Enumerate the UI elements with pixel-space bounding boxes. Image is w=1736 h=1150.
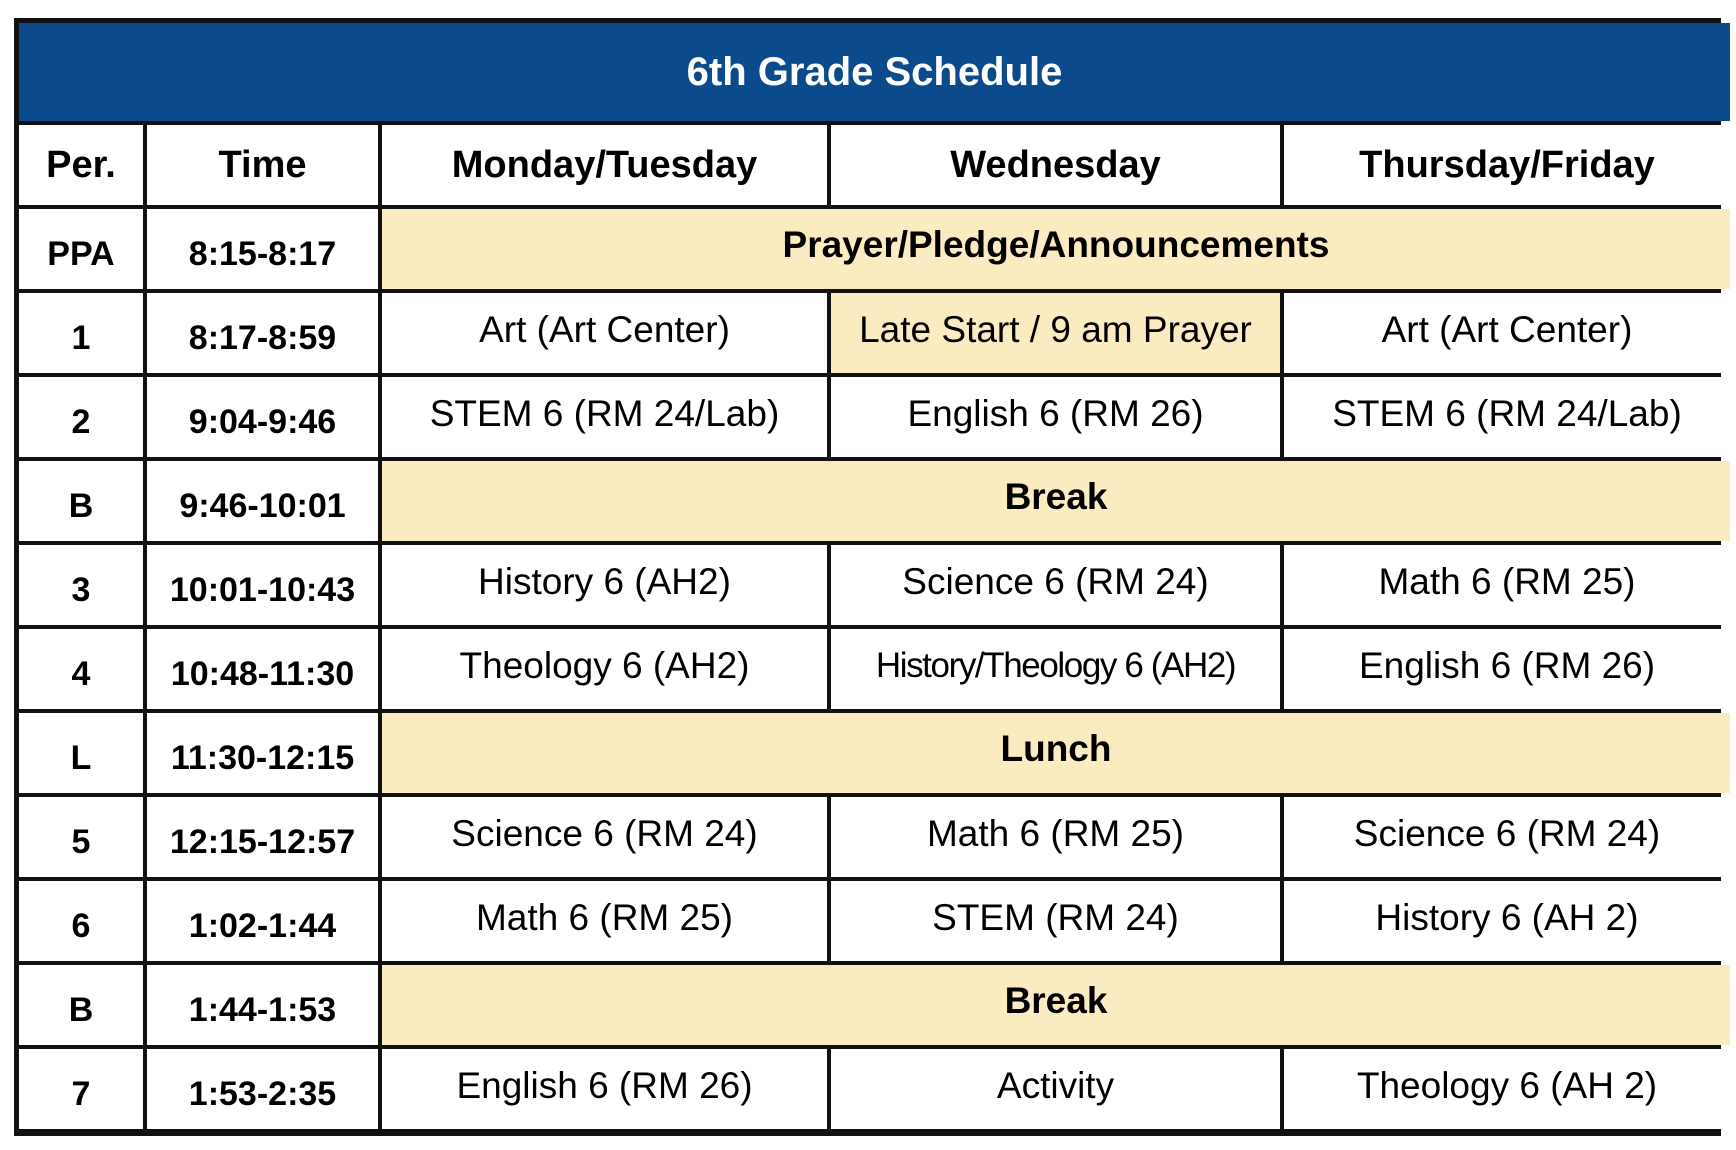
header-thursday-friday: Thursday/Friday bbox=[1284, 125, 1730, 205]
period-cell: 5 bbox=[19, 797, 143, 877]
time-cell: 10:01-10:43 bbox=[147, 545, 378, 625]
class-cell-wed: Activity bbox=[831, 1049, 1280, 1129]
class-cell-mon-tue: Science 6 (RM 24) bbox=[382, 797, 827, 877]
period-cell: PPA bbox=[19, 209, 143, 289]
period-cell: 4 bbox=[19, 629, 143, 709]
class-cell-mon-tue: STEM 6 (RM 24/Lab) bbox=[382, 377, 827, 457]
period-cell: 3 bbox=[19, 545, 143, 625]
period-cell: B bbox=[19, 461, 143, 541]
time-cell: 8:17-8:59 bbox=[147, 293, 378, 373]
period-cell: 2 bbox=[19, 377, 143, 457]
class-cell-thu-fri: Theology 6 (AH 2) bbox=[1284, 1049, 1730, 1129]
class-cell-mon-tue: Theology 6 (AH2) bbox=[382, 629, 827, 709]
time-cell: 9:04-9:46 bbox=[147, 377, 378, 457]
class-cell-wed: Late Start / 9 am Prayer bbox=[831, 293, 1280, 373]
time-cell: 10:48-11:30 bbox=[147, 629, 378, 709]
class-cell-wed: STEM (RM 24) bbox=[831, 881, 1280, 961]
all-days-cell: Lunch bbox=[382, 713, 1730, 793]
all-days-cell: Break bbox=[382, 461, 1730, 541]
class-cell-thu-fri: English 6 (RM 26) bbox=[1284, 629, 1730, 709]
class-cell-thu-fri: History 6 (AH 2) bbox=[1284, 881, 1730, 961]
class-cell-mon-tue: History 6 (AH2) bbox=[382, 545, 827, 625]
class-cell-wed: Science 6 (RM 24) bbox=[831, 545, 1280, 625]
class-cell-thu-fri: Math 6 (RM 25) bbox=[1284, 545, 1730, 625]
time-cell: 1:02-1:44 bbox=[147, 881, 378, 961]
time-cell: 1:53-2:35 bbox=[147, 1049, 378, 1129]
class-cell-thu-fri: Science 6 (RM 24) bbox=[1284, 797, 1730, 877]
class-cell-mon-tue: Art (Art Center) bbox=[382, 293, 827, 373]
period-cell: 1 bbox=[19, 293, 143, 373]
class-cell-wed: English 6 (RM 26) bbox=[831, 377, 1280, 457]
class-cell-wed: History/Theology 6 (AH2) bbox=[831, 629, 1280, 709]
time-cell: 11:30-12:15 bbox=[147, 713, 378, 793]
period-cell: L bbox=[19, 713, 143, 793]
header-time: Time bbox=[147, 125, 378, 205]
header-monday-tuesday: Monday/Tuesday bbox=[382, 125, 827, 205]
all-days-cell: Prayer/Pledge/Announcements bbox=[382, 209, 1730, 289]
header-period: Per. bbox=[19, 125, 143, 205]
class-cell-thu-fri: STEM 6 (RM 24/Lab) bbox=[1284, 377, 1730, 457]
header-wednesday: Wednesday bbox=[831, 125, 1280, 205]
class-cell-mon-tue: English 6 (RM 26) bbox=[382, 1049, 827, 1129]
time-cell: 1:44-1:53 bbox=[147, 965, 378, 1045]
period-cell: 6 bbox=[19, 881, 143, 961]
schedule-table bbox=[14, 18, 1721, 1136]
time-cell: 12:15-12:57 bbox=[147, 797, 378, 877]
class-cell-wed: Math 6 (RM 25) bbox=[831, 797, 1280, 877]
time-cell: 9:46-10:01 bbox=[147, 461, 378, 541]
period-cell: B bbox=[19, 965, 143, 1045]
all-days-cell: Break bbox=[382, 965, 1730, 1045]
class-cell-thu-fri: Art (Art Center) bbox=[1284, 293, 1730, 373]
time-cell: 8:15-8:17 bbox=[147, 209, 378, 289]
period-cell: 7 bbox=[19, 1049, 143, 1129]
class-cell-mon-tue: Math 6 (RM 25) bbox=[382, 881, 827, 961]
schedule-title: 6th Grade Schedule bbox=[19, 23, 1730, 121]
